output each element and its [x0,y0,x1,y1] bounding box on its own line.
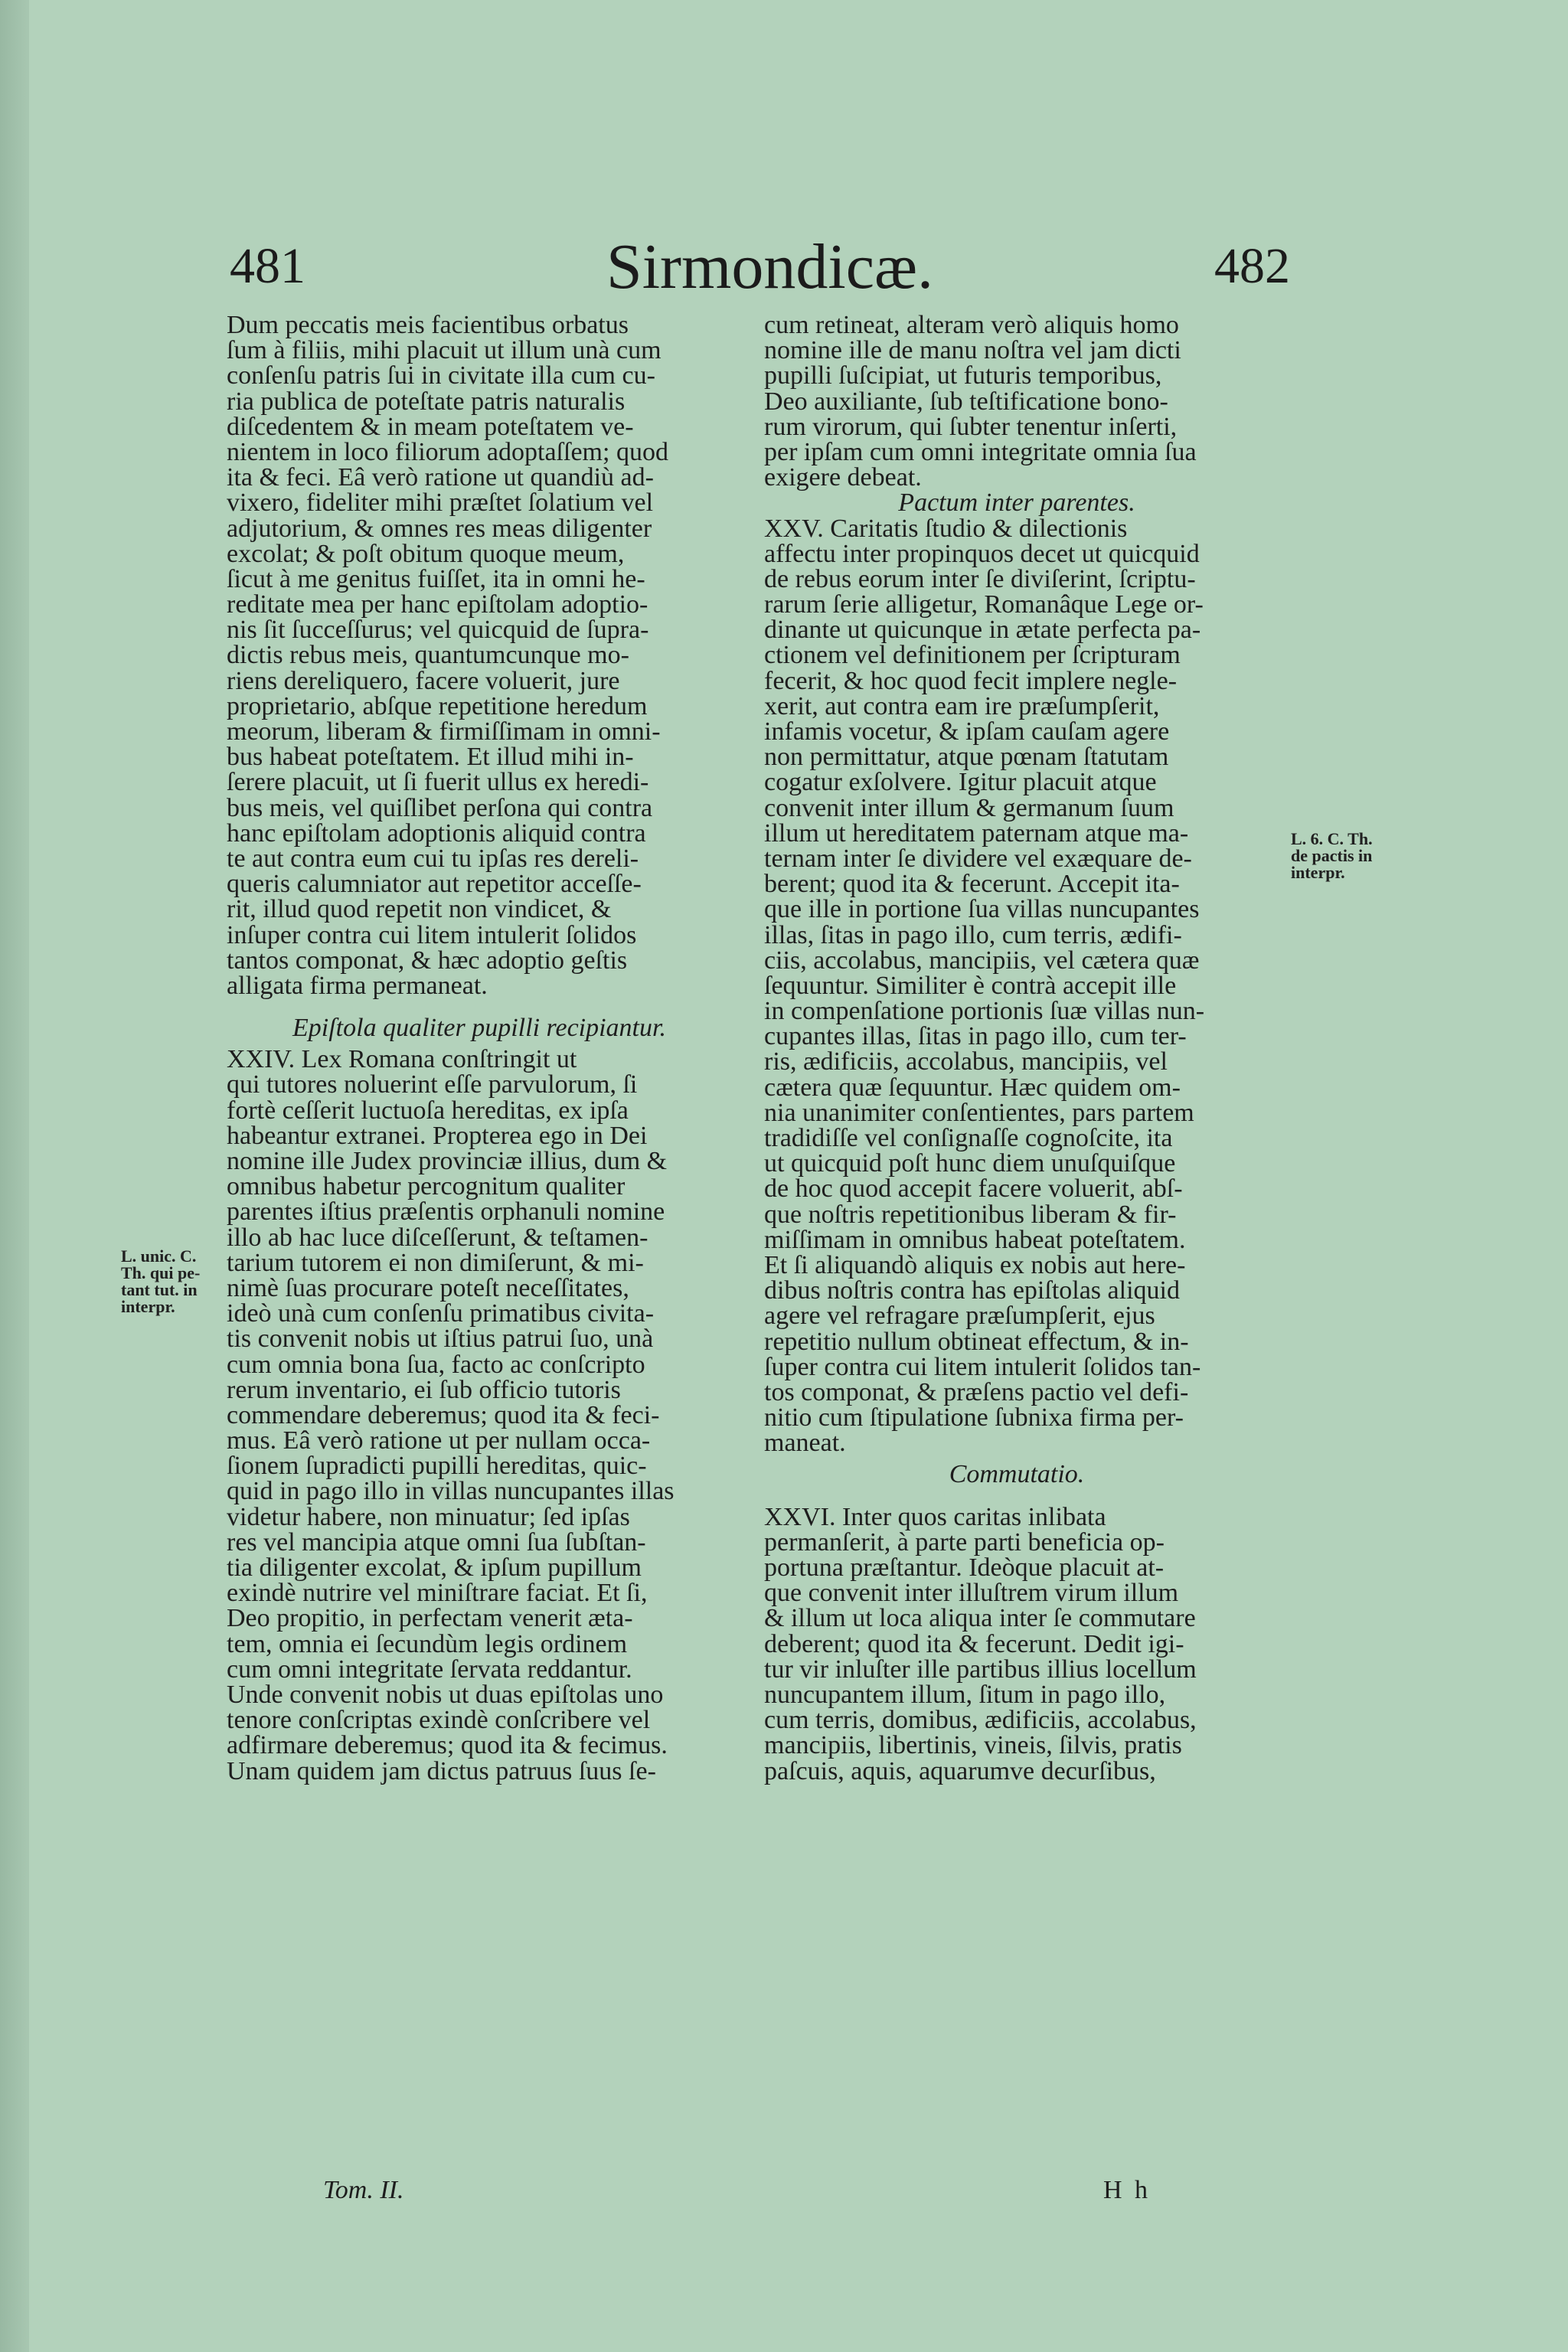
text-block [764,312,1269,490]
page-number-left: 481 [230,238,305,294]
text-block [764,516,1269,1456]
text-line: tia diligenter excolat, & ipſum pupillum [227,1553,642,1582]
text-line: exindè nutrire vel miniſtrare faciat. Et ſi, [227,1579,648,1608]
text-line: Et ſi aliquandò aliquis ex nobis aut here- [764,1250,1186,1279]
text-line: cupantes illas, ſitas in pago illo, cum ter- [764,1022,1187,1051]
text-line: habeantur extranei. Propterea ego in Dei [227,1121,648,1150]
margin-note-line: tant tut. in [121,1280,198,1299]
text-line: cum terris, domibus, ædificiis, accolabus, [764,1706,1197,1735]
text-line: tradidiſſe vel conſignaſſe cognoſcite, ita [764,1124,1173,1152]
text-line: ria publica de poteſtate patris naturalis [227,387,626,416]
text-line: berent; quod ita & fecerunt. Accepit ita- [764,870,1180,899]
text-line: XXV. Caritatis ſtudio & dilectionis [764,514,1128,543]
signature-mark: Tom. II. [323,2176,404,2204]
text-line: maneat. [764,1429,846,1458]
text-line: tem, omnia ei ſecundùm legis ordinem [227,1629,628,1658]
text-line: per ipſam cum omni integritate omnia ſua [764,437,1197,466]
text-line: meorum, liberam & firmiſſimam in omni- [227,717,661,746]
text-block [227,1047,732,1783]
text-line: fecerit, & hoc quod fecit implere negle- [764,666,1178,695]
text-line: illum ut hereditatem paternam atque ma- [764,818,1189,848]
text-line: cum omni integritate ſervata reddantur. [227,1655,632,1684]
text-line: de rebus eorum inter ſe diviſerint, ſcriptu- [764,564,1196,593]
margin-note-line: L. unic. C. [121,1246,197,1266]
text-line: non permittatur, atque pœnam ſtatutam [764,743,1169,772]
text-line: cum omnia bona ſua, facto ac conſcripto [227,1350,645,1379]
section-heading: Pactum inter parentes. [898,488,1135,518]
text-line: cætera quæ ſequuntur. Hæc quidem om- [764,1073,1181,1102]
text-block [764,1504,1269,1784]
margin-note-right [1291,831,1406,881]
text-line: riens dereliquero, facere voluerit, jure [227,666,620,695]
text-line: commendare deberemus; quod ita & feci- [227,1400,660,1429]
text-line: Unde convenit nobis ut duas epiſtolas uno [227,1680,664,1709]
text-line: reditate mea per hanc epiſtolam adoptio- [227,590,648,619]
page-number-right: 482 [1214,238,1290,294]
text-line: cum retineat, alteram verò aliquis homo [764,311,1179,339]
text-line: que ille in portione ſua villas nuncupantes [764,895,1200,924]
text-line: cogatur exſolvere. Igitur placuit atque [764,768,1157,797]
text-line: videtur habere, non minuatur; ſed ipſas [227,1502,630,1531]
text-line: Deo auxiliante, ſub teſtificatione bono- [764,387,1168,416]
text-line: alligata firma permaneat. [227,971,488,1000]
text-line: hanc epiſtolam adoptionis aliquid contra [227,818,646,848]
text-line: Deo propitio, in perfectam venerit æta- [227,1604,633,1633]
text-line: ternam inter ſe dividere vel exæquare de- [764,844,1192,873]
text-line: queris calumniator aut repetitor acceſſe- [227,870,642,899]
text-line: bus meis, vel quiſlibet perſona qui contra [227,793,653,822]
text-line: res vel mancipia atque omni ſua ſubſtan- [227,1527,646,1557]
text-line: permanſerit, à parte parti beneficia op- [764,1527,1165,1557]
text-line: Unam quidem jam dictus patruus ſuus ſe- [227,1756,656,1785]
text-line: mus. Eâ verò ratione ut per nullam occa- [227,1426,651,1455]
text-line: excolat; & poſt obitum quoque meum, [227,539,625,568]
book-page [29,0,1568,2352]
text-line: tarium tutorem ei non dimiſerunt, & mi- [227,1248,644,1277]
text-line: ſionem ſupradicti pupilli hereditas, quic- [227,1452,647,1481]
text-line: ſuper contra cui litem intulerit ſolidos tan- [764,1352,1201,1381]
right-column [764,312,1269,1784]
text-line: ſerere placuit, ut ſi fuerit ullus ex heredi- [227,768,649,797]
text-line: & illum ut loca aliqua inter ſe commutare [764,1604,1196,1633]
text-line: XXIV. Lex Romana conſtringit ut [227,1045,577,1074]
text-line: proprietario, abſque repetitione heredum [227,691,648,720]
text-line: conſenſu patris ſui in civitate illa cum cu- [227,361,655,390]
text-line: tos componat, & præſens pactio vel defi- [764,1377,1189,1406]
text-line: rarum ſerie alligetur, Romanâque Lege or- [764,590,1204,619]
text-line: tenore conſcriptas exindè conſcribere vel [227,1706,651,1735]
text-line: parentes iſtius præſentis orphanuli nomine [227,1197,665,1227]
margin-note-line: interpr. [121,1297,175,1316]
text-line: ctionem vel definitionem per ſcripturam [764,641,1181,670]
text-line: in compenſatione portionis ſuæ villas nun- [764,997,1205,1026]
margin-note-line: L. 6. C. Th. [1291,829,1373,848]
margin-note-line: de pactis in [1291,846,1373,865]
text-line: inſuper contra cui litem intulerit ſolidos [227,920,637,949]
text-line: agere vel refragare præſumpſerit, ejus [764,1302,1155,1331]
text-line: ciis, accolabus, mancipiis, vel cætera quæ [764,946,1200,975]
text-line: tur vir inluſter ille partibus illius locellum [764,1655,1197,1684]
text-line: que convenit inter illuſtrem virum illum [764,1579,1179,1608]
text-line: portuna præſtantur. Ideòque placuit at- [764,1553,1165,1582]
text-line: rerum inventario, ei ſub officio tutoris [227,1375,621,1404]
text-line: affectu inter propinquos decet ut quicquid [764,539,1200,568]
text-line: paſcuis, aquis, aquarumve decurſibus, [764,1756,1156,1785]
left-column [227,312,732,1784]
text-line: ita & feci. Eâ verò ratione ut quandiù ad- [227,463,654,492]
text-line: ideò unà cum conſenſu primatibus civita- [227,1299,655,1328]
text-line: nomine ille Judex provinciæ illius, dum & [227,1147,668,1175]
text-line: ſum à filiis, mihi placuit ut illum unà cum [227,336,662,365]
text-line: bus habeat poteſtatem. Et illud mihi in- [227,743,634,772]
text-line: adfirmare deberemus; quod ita & fecimus. [227,1731,668,1760]
text-line: exigere debeat. [764,463,922,492]
text-line: fortè ceſſerit luctuoſa hereditas, ex ipſa [227,1096,629,1125]
text-line: Dum peccatis meis facientibus orbatus [227,311,629,339]
text-line: XXVI. Inter quos caritas inlibata [764,1502,1106,1531]
gathering-signature: H h [1103,2176,1152,2204]
text-line: te aut contra eum cui tu ipſas res dereli- [227,844,639,873]
text-line: dinante ut quicunque in ætate perfecta pa- [764,616,1201,645]
text-line: de hoc quod accepit facere voluerit, abſ- [764,1174,1183,1204]
text-line: rum virorum, qui ſubter tenentur inſerti, [764,412,1178,441]
text-line: nia unanimiter conſentientes, pars partem [764,1098,1194,1127]
text-line: quid in pago illo in villas nuncupantes illas [227,1477,675,1506]
page-header [29,231,1568,314]
text-line: tis convenit nobis ut iſtius patrui ſuo, unà [227,1325,654,1354]
text-line: dictis rebus meis, quantumcunque mo- [227,641,629,670]
text-line: mancipiis, libertinis, vineis, ſilvis, pratis [764,1731,1182,1760]
text-line: dibus noſtris contra has epiſtolas aliquid [764,1276,1180,1305]
text-line: diſcedentem & in meam poteſtatem ve- [227,412,634,441]
text-line: nomine ille de manu noſtra vel jam dicti [764,336,1181,365]
text-line: nimè ſuas procurare poteſt neceſſitates, [227,1273,629,1302]
running-title: Sirmondicæ. [606,231,934,302]
text-line: ut quicquid poſt hunc diem unuſquiſque [764,1149,1176,1178]
text-line: nientem in loco filiorum adoptaſſem; quod [227,437,668,466]
text-line: xerit, aut contra eam ire præſumpſerit, [764,691,1160,720]
text-line: illo ab hac luce diſceſſerunt, & teſtamen- [227,1223,648,1252]
text-line: illas, ſitas in pago illo, cum terris, ædifi- [764,920,1182,949]
text-line: omnibus habetur percognitum qualiter [227,1172,626,1201]
margin-note-line: Th. qui pe- [121,1263,201,1282]
text-line: rit, illud quod repetit non vindicet, & [227,895,612,924]
margin-note-line: interpr. [1291,863,1345,882]
text-line: vixero, fideliter mihi præſtet ſolatium vel [227,488,654,518]
text-line: deberent; quod ita & fecerunt. Dedit igi- [764,1629,1184,1658]
text-line: nuncupantem illum, ſitum in pago illo, [764,1680,1166,1709]
text-line: adjutorium, & omnes res meas diligenter [227,514,652,543]
text-line: pupilli ſuſcipiat, ut futuris temporibus, [764,361,1162,390]
margin-note-left [121,1248,228,1315]
text-line: tantos componat, & hæc adoptio geſtis [227,946,628,975]
text-line: miſſimam in omnibus habeat poteſtatem. [764,1225,1186,1254]
text-line: nis ſit ſucceſſurus; vel quicquid de ſupra- [227,616,649,645]
text-line: que noſtris repetitionibus liberam & fir- [764,1200,1177,1229]
text-line: infamis vocetur, & ipſam cauſam agere [764,717,1170,746]
section-heading: Epiſtola qualiter pupilli recipiantur. [292,1014,666,1043]
text-line: nitio cum ſtipulatione ſubnixa firma per- [764,1403,1184,1432]
text-block [227,312,732,998]
page-gutter [0,0,29,2352]
text-line: ſicut à me genitus fuiſſet, ita in omni he- [227,564,645,593]
text-line: ris, ædificiis, accolabus, mancipiis, vel [764,1047,1168,1076]
text-line: convenit inter illum & germanum ſuum [764,793,1174,822]
text-line: qui tutores noluerint eſſe parvulorum, ſi [227,1070,638,1099]
section-heading: Commutatio. [949,1460,1085,1489]
text-line: ſequuntur. Similiter è contrà accepit ille [764,971,1177,1000]
text-line: repetitio nullum obtineat effectum, & in- [764,1327,1189,1356]
